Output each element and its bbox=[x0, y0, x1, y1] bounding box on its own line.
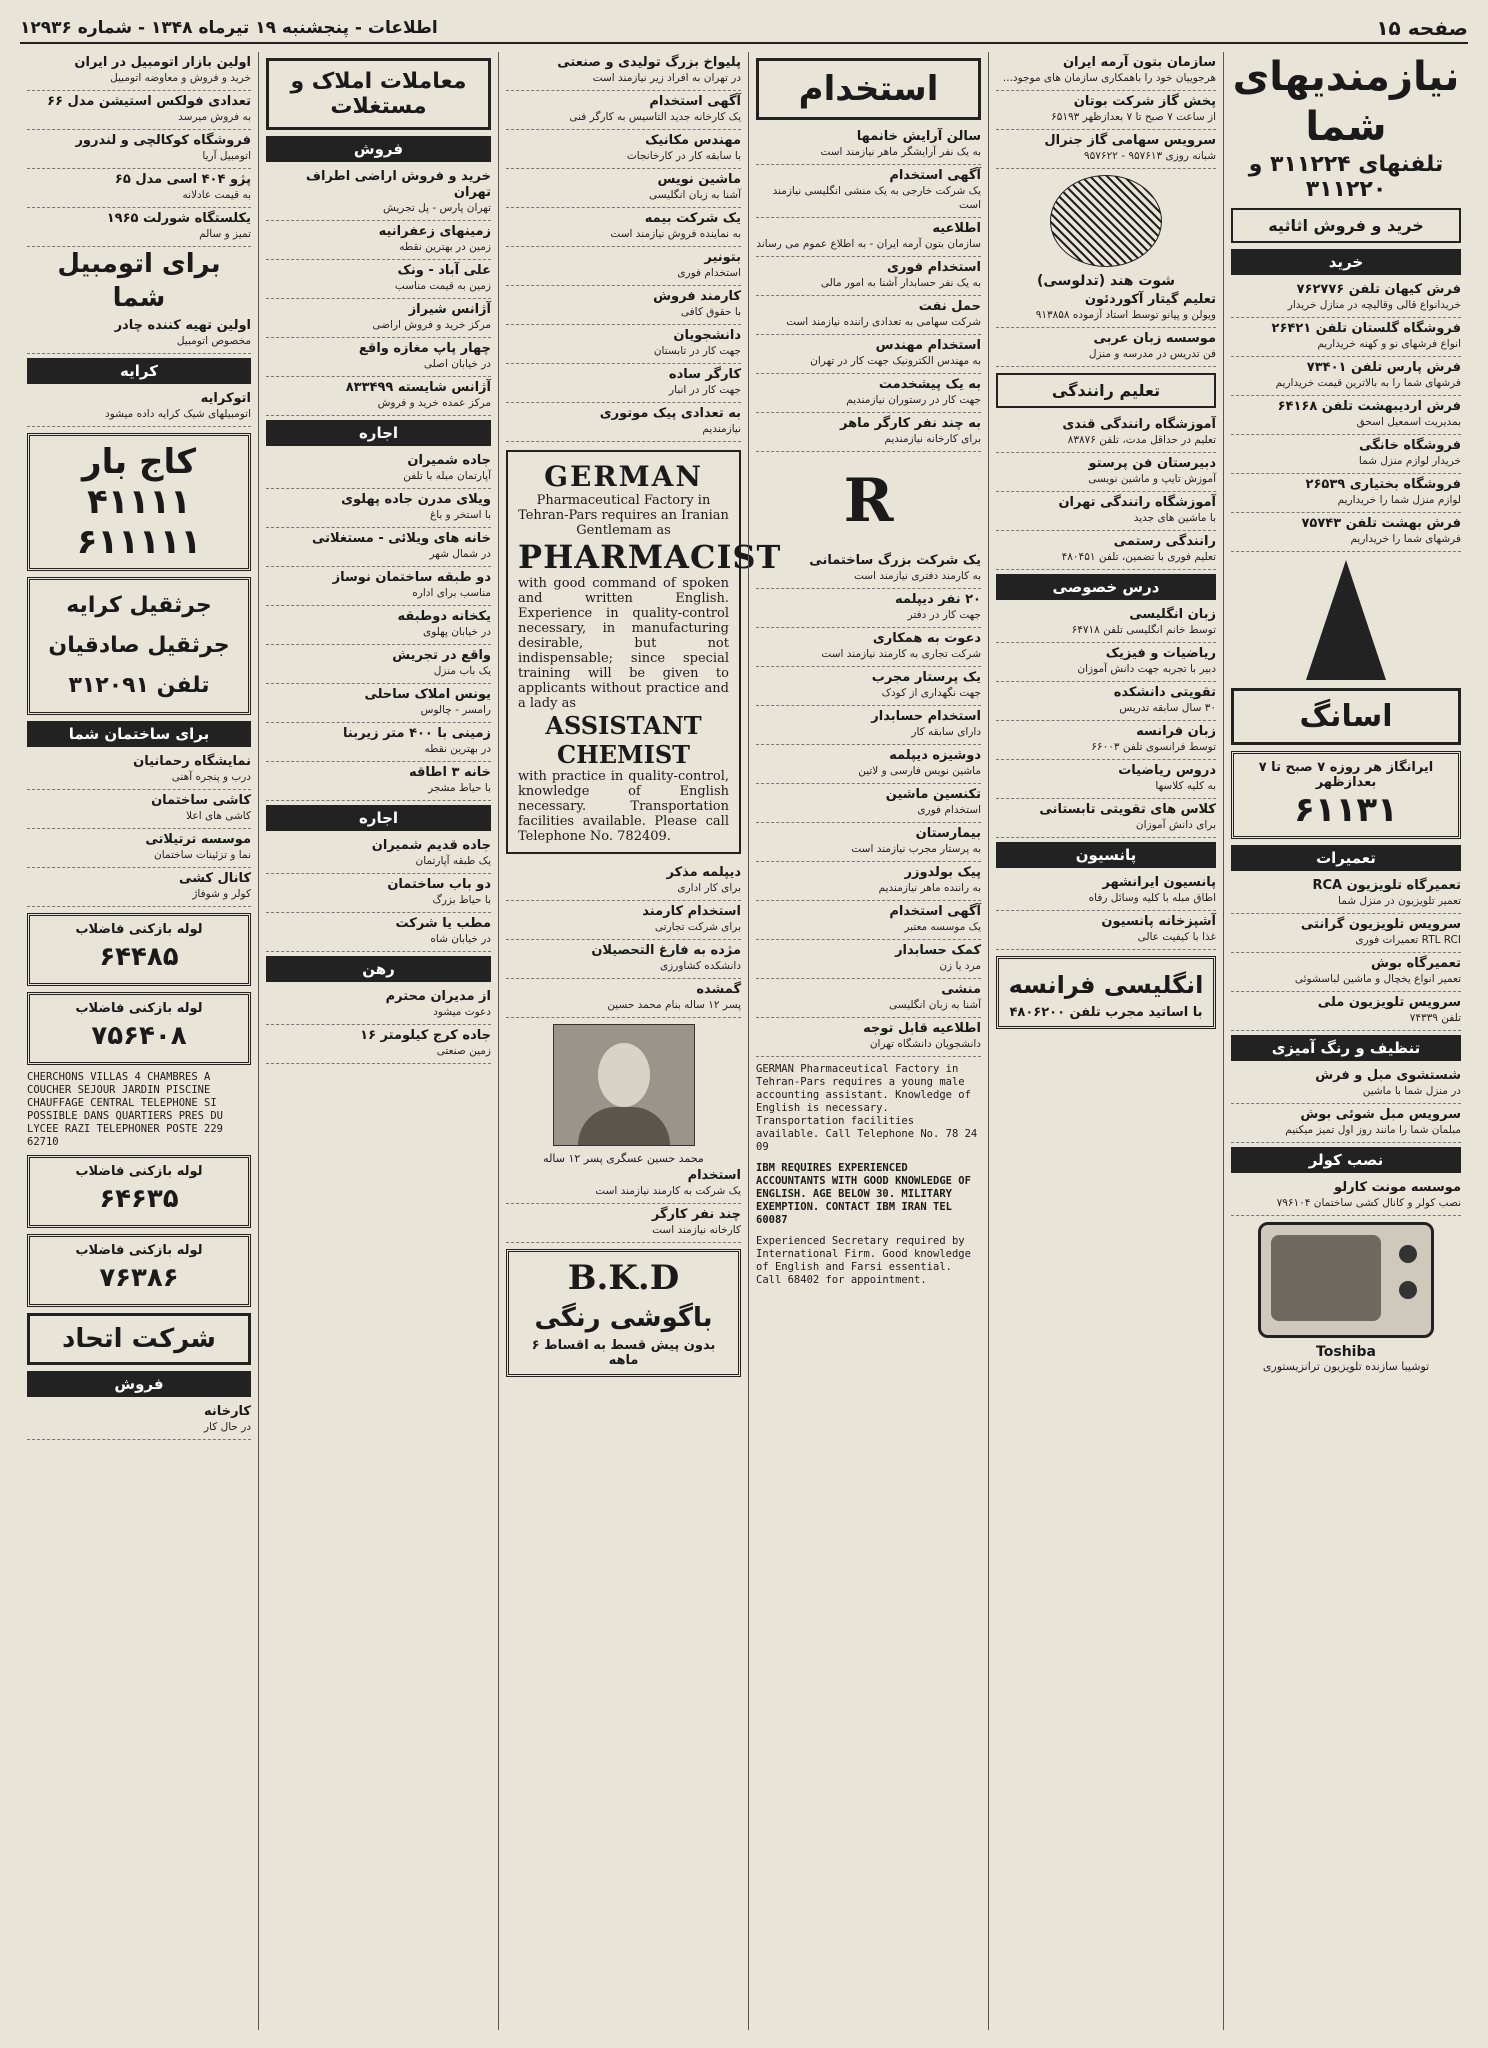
list-item: کارمند فروش با حقوق کافی bbox=[506, 286, 741, 325]
section-buy: خرید bbox=[1231, 249, 1461, 275]
list-item: یک پرستار مجرب جهت نگهداری از کودک bbox=[756, 667, 981, 706]
shoot-title: شوت هند (تدلوسی) bbox=[1037, 273, 1175, 289]
list-item: خرید و فروش اراضی اطراف تهران تهران پارس - پل تجریش bbox=[266, 166, 491, 221]
section-pension: پانسیون bbox=[996, 842, 1216, 868]
list-item: تعمیرگاه بوش تعمیر انواع یخچال و ماشین لباسشوئی bbox=[1231, 953, 1461, 992]
list-item: نمایشگاه رحمانیان درب و پنجره آهنی bbox=[27, 751, 251, 790]
list-item: به چند نفر کارگر ماهر برای کارخانه نیازمندیم bbox=[756, 413, 981, 452]
list-item: پژو ۴۰۴ اسی مدل ۶۵ به قیمت عادلانه bbox=[27, 169, 251, 208]
list-item: جاده قدیم شمیران یک طبقه آپارتمان bbox=[266, 835, 491, 874]
tv-brand: Toshiba bbox=[1316, 1344, 1376, 1360]
pipe-ad: لوله بازکنی فاضلاب ۷۶۳۸۶ bbox=[27, 1234, 251, 1307]
ittehad-logo: شرکت اتحاد bbox=[27, 1313, 251, 1365]
list-item: فروشگاه گلستان تلفن ۲۶۴۲۱ انواع فرشهای نو و کهنه خریداریم bbox=[1231, 318, 1461, 357]
list-item: دو باب ساختمان با حیاط بزرگ bbox=[266, 874, 491, 913]
list-item: پخش گاز شرکت بوتان از ساعت ۷ صبح تا ۷ بعدازظهر ۶۵۱۹۳ bbox=[996, 91, 1216, 130]
section-cleaning: تنظیف و رنگ آمیزی bbox=[1231, 1035, 1461, 1061]
column-2 bbox=[988, 52, 1223, 2030]
real-estate-banner: معاملات املاک و مستغلات bbox=[266, 58, 491, 130]
column-3 bbox=[748, 52, 988, 2030]
paper-info: اطلاعات - پنجشنبه ۱۹ تیرماه ۱۳۴۸ - شماره ۱۲۹۳۶ bbox=[20, 18, 438, 38]
column-5 bbox=[258, 52, 498, 2030]
list-item: سرویس مبل شوئی بوش مبلمان شما را مانند روز اول تمیز میکنیم bbox=[1231, 1104, 1461, 1143]
list-item: آگهی استخدام یک موسسه معتبر bbox=[756, 901, 981, 940]
list-item: دو طبقه ساختمان نوساز مناسب برای اداره bbox=[266, 567, 491, 606]
list-item: دیپلمه مذکر برای کار اداری bbox=[506, 862, 741, 901]
list-item: استخدام کارمند برای شرکت تجارتی bbox=[506, 901, 741, 940]
list-item: آموزشگاه رانندگی تهران با ماشین های جدید bbox=[996, 492, 1216, 531]
list-item: دروس ریاضیات به کلیه کلاسها bbox=[996, 760, 1216, 799]
list-item: اولین بازار اتومبیل در ایران خرید و فروش و معاوضه اتومبیل bbox=[27, 52, 251, 91]
list-item: رانندگی رستمی تعلیم فوری با تضمین، تلفن ۴۸۰۴۵۱ bbox=[996, 531, 1216, 570]
list-item: دبیرستان فن پرستو آموزش تایپ و ماشین نویسی bbox=[996, 453, 1216, 492]
list-item: آشپزخانه پانسیون غذا با کیفیت عالی bbox=[996, 911, 1216, 950]
list-item: فرش کیهان تلفن ۷۶۲۷۷۶ خریدانواع قالی وقالیچه در منازل خریدار bbox=[1231, 279, 1461, 318]
list-item: اطلاعیه قابل توجه دانشجویان دانشگاه تهران bbox=[756, 1018, 981, 1057]
list-item: زبان انگلیسی توسط خانم انگلیسی تلفن ۶۴۷۱۸ bbox=[996, 604, 1216, 643]
missing-child-photo bbox=[553, 1024, 695, 1146]
english-class-ad: انگلیسی فرانسه با اساتید مجرب تلفن ۴۸۰۶۲۰۰ bbox=[996, 956, 1216, 1029]
list-item: زمینهای زعفرانیه زمین در بهترین نقطه bbox=[266, 221, 491, 260]
list-item: مطب یا شرکت در خیابان شاه bbox=[266, 913, 491, 952]
list-item: زمینی با ۴۰۰ متر زیربنا در بهترین نقطه bbox=[266, 723, 491, 762]
list-item: موسسه مونت کارلو نصب کولر و کانال کشی ساختمان ۷۹۶۱۰۴ bbox=[1231, 1177, 1461, 1216]
list-item: دوشیزه دیپلمه ماشین نویس فارسی و لاتین bbox=[756, 745, 981, 784]
crane-ad: جرثقیل کرایه جرثقیل صادقیان تلفن ۳۱۲۰۹۱ bbox=[27, 577, 251, 715]
pipe-ad: لوله بازکنی فاضلاب ۶۴۴۸۵ bbox=[27, 913, 251, 986]
list-item: تکنسین ماشین استخدام فوری bbox=[756, 784, 981, 823]
r-logo: R bbox=[843, 466, 894, 536]
list-item: اتوکرایه اتومبیلهای شیک کرایه داده میشود bbox=[27, 388, 251, 427]
list-item: استخدام مهندس به مهندس الکترونیک جهت کار در تهران bbox=[756, 335, 981, 374]
list-item: موسسه ترتیلاتی نما و تزئینات ساختمان bbox=[27, 829, 251, 868]
section-rent-2: اجاره bbox=[266, 805, 491, 831]
page-number: صفحه ۱۵ bbox=[1376, 16, 1468, 40]
irangas-ad: ایرانگاز هر روزه ۷ صبح تا ۷ بعدازظهر ۶۱۱۳۱ bbox=[1231, 751, 1461, 839]
german-pharmacist-ad: GERMAN Pharmaceutical Factory in Tehran-Pars requires an Iranian Gentlemam as PHARMACIST with good command of spoken and written English. Experience in quality-control necessary, in manufacturing desirable, but not indispensable; since special training will be given to applicants without practice and a lady as ASSISTANT CHEMIST with practice in quality-control, knowledge of English necessary. Transportation facilities available. Please call Telephone No. 782409. bbox=[506, 450, 741, 854]
kaj-bar-ad: کاج بار ۴۱۱۱۱ ۶۱۱۱۱۱ bbox=[27, 433, 251, 571]
list-item: مژده به فارغ التحصیلان دانشکده کشاورزی bbox=[506, 940, 741, 979]
list-item: آگهی استخدام یک کارخانه جدید التاسیس به کارگر فنی bbox=[506, 91, 741, 130]
section-mortgage: رهن bbox=[266, 956, 491, 982]
list-item: کارخانه در حال کار bbox=[27, 1401, 251, 1440]
pipe-ad: لوله بازکنی فاضلاب ۷۵۶۴۰۸ bbox=[27, 992, 251, 1065]
list-item: موسسه زبان عربی فن تدریس در مدرسه و منزل bbox=[996, 328, 1216, 367]
list-item: آژانس شایسته ۸۳۳۴۹۹ مرکز عمده خرید و فروش bbox=[266, 377, 491, 416]
list-item: استخدام یک شرکت به کارمند نیازمند است bbox=[506, 1165, 741, 1204]
list-item: یکخانه دوطبقه در خیابان پهلوی bbox=[266, 606, 491, 645]
list-item: واقع در تجریش یک باب منزل bbox=[266, 645, 491, 684]
list-item: بتونیر استخدام فوری bbox=[506, 247, 741, 286]
list-item: زبان فرانسه توسط فرانسوی تلفن ۶۶۰۰۳ bbox=[996, 721, 1216, 760]
list-item: جاده شمیران آپارتمان مبله با تلفن bbox=[266, 450, 491, 489]
list-item: فروشگاه خانگی خریدار لوازم منزل شما bbox=[1231, 435, 1461, 474]
list-item: منشی آشنا به زبان انگلیسی bbox=[756, 979, 981, 1018]
german-small-ad: GERMAN Pharmaceutical Factory in Tehran-Pars requires a young male accounting assistant. Knowledge of English is necessary. Transportation facilities available. Call Telephone No. 78 24 09 bbox=[756, 1063, 978, 1153]
list-item: اولین تهیه کننده چادر مخصوص اتومبیل bbox=[27, 315, 251, 354]
list-item: ویلای مدرن جاده پهلوی با استخر و باغ bbox=[266, 489, 491, 528]
french-ad: CHERCHONS VILLAS 4 CHAMBRES A COUCHER SEJOUR JARDIN PISCINE CHAUFFAGE CENTRAL TELEPHONE SI POSSIBLE DANS QUARTIERS PRES DU LYCEE RAZI TELEPHONER POSTE 229 62710 bbox=[27, 1071, 223, 1148]
list-item: کلاس های تقویتی تابستانی برای دانش آموزان bbox=[996, 799, 1216, 838]
list-item: پانسیون ایرانشهر اطاق مبله با کلیه وسائل رفاه bbox=[996, 872, 1216, 911]
list-item: سازمان بتون آرمه ایران هرجوییان خود را باهمکاری سازمان های موجود... bbox=[996, 52, 1216, 91]
list-item: تعلیم گیتار آکوردئون ویولن و پیانو توسط استاد آزموده ۹۱۳۸۵۸ bbox=[996, 289, 1216, 328]
list-item: دعوت به همکاری شرکت تجاری به کارمند نیازمند است bbox=[756, 628, 981, 667]
brand-logo-icon bbox=[1306, 560, 1386, 680]
column-6 bbox=[20, 52, 258, 2030]
list-item: جاده کرج کیلومتر ۱۶ زمین صنعتی bbox=[266, 1025, 491, 1064]
list-item: گمشده پسر ۱۲ ساله بنام محمد حسین bbox=[506, 979, 741, 1018]
list-item: دانشجویان جهت کار در تابستان bbox=[506, 325, 741, 364]
columns bbox=[20, 52, 1468, 2030]
list-item: بیمارستان به پرستار مجرب نیازمند است bbox=[756, 823, 981, 862]
list-item: مهندس مکانیک با سابقه کار در کارخانجات bbox=[506, 130, 741, 169]
list-item: چند نفر کارگر کارخانه نیازمند است bbox=[506, 1204, 741, 1243]
list-item: فرش پارس تلفن ۷۳۴۰۱ فرشهای شما را به بالاترین قیمت خریداریم bbox=[1231, 357, 1461, 396]
section-car-rental: کرایه bbox=[27, 358, 251, 384]
list-item: آژانس شیراز مرکز خرید و فروش اراضی bbox=[266, 299, 491, 338]
list-item: تقویتی دانشکده ۳۰ سال سابقه تدریس bbox=[996, 682, 1216, 721]
list-item: ریاضیات و فیزیک دبیر با تجربه جهت دانش آموزان bbox=[996, 643, 1216, 682]
column-4 bbox=[498, 52, 782, 2030]
page-header bbox=[20, 14, 1468, 44]
list-item: آگهی استخدام یک شرکت خارجی به یک منشی انگلیسی نیازمند است bbox=[756, 165, 981, 218]
section-furniture: خرید و فروش اثاثیه bbox=[1231, 208, 1461, 243]
section-private-lessons: درس خصوصی bbox=[996, 574, 1216, 600]
list-item: شستشوی مبل و فرش در منزل شما با ماشین bbox=[1231, 1065, 1461, 1104]
section-rent: اجاره bbox=[266, 420, 491, 446]
list-item: سرویس تلویزیون گرانتی RTL RCI تعمیرات فوری bbox=[1231, 914, 1461, 953]
list-item: فرش اردیبهشت تلفن ۶۴۱۶۸ بمدیریت اسمعیل اسحق bbox=[1231, 396, 1461, 435]
list-item: تعدادی فولکس استیشن مدل ۶۶ به فروش میرسد bbox=[27, 91, 251, 130]
globe-icon bbox=[1050, 175, 1162, 267]
list-item: یونس املاک ساحلی رامسر - چالوس bbox=[266, 684, 491, 723]
list-item: کمک حسابدار مرد یا زن bbox=[756, 940, 981, 979]
list-item: سرویس سهامی گاز جنرال شبانه روزی ۹۵۷۶۱۳ - ۹۵۷۶۲۲ bbox=[996, 130, 1216, 169]
classified-phones: تلفنهای ۳۱۱۲۲۴ و ۳۱۱۲۲۰ bbox=[1248, 152, 1444, 202]
list-item: سرویس تلویزیون ملی تلفن ۷۴۳۳۹ bbox=[1231, 992, 1461, 1031]
list-item: یک شرکت بیمه به نماینده فروش نیازمند است bbox=[506, 208, 741, 247]
list-item: کاشی ساختمان کاشی های اعلا bbox=[27, 790, 251, 829]
brand-logo-text: اسانگ bbox=[1231, 688, 1461, 745]
column-1 bbox=[1223, 52, 1468, 2030]
section-cooler: نصب کولر bbox=[1231, 1147, 1461, 1173]
classified-title: نیازمندیهای شما bbox=[1232, 54, 1460, 150]
list-item: از مدیران محترم دعوت میشود bbox=[266, 986, 491, 1025]
list-item: به یک پیشخدمت جهت کار در رستوران نیازمندیم bbox=[756, 374, 981, 413]
section-driving: تعلیم رانندگی bbox=[996, 373, 1216, 408]
secretary-ad: Experienced Secretary required by International Firm. Good knowledge of English and Farsi essential. Call 68402 for appointment. bbox=[756, 1235, 971, 1286]
list-item: پلیواخ بزرگ تولیدی و صنعتی در تهران به افراد زیر نیازمند است bbox=[506, 52, 741, 91]
list-item: سالن آرایش خانمها به یک نفر آرایشگر ماهر نیازمند است bbox=[756, 126, 981, 165]
list-item: به تعدادی پیک موتوری نیازمندیم bbox=[506, 403, 741, 442]
list-item: فروشگاه کوکالچی و لندرور اتومبیل آریا bbox=[27, 130, 251, 169]
employment-banner: استخدام bbox=[756, 58, 981, 120]
list-item: آموزشگاه رانندگی قندی تعلیم در حداقل مدت، تلفن ۸۳۸۷۶ bbox=[996, 414, 1216, 453]
list-item: پیک بولدوزر به راننده ماهر نیازمندیم bbox=[756, 862, 981, 901]
section-sale: فروش bbox=[266, 136, 491, 162]
list-item: استخدام حسابدار دارای سابقه کار bbox=[756, 706, 981, 745]
list-item: یک شرکت بزرگ ساختمانی به کارمند دفتری نیازمند است bbox=[756, 550, 981, 589]
list-item: علی آباد - ونک زمین به قیمت مناسب bbox=[266, 260, 491, 299]
list-item: ماشین نویس آشنا به زبان انگلیسی bbox=[506, 169, 741, 208]
section-sale-2: فروش bbox=[27, 1371, 251, 1397]
list-item: اطلاعیه سازمان بتون آرمه ایران - به اطلاع عموم می رساند bbox=[756, 218, 981, 257]
bkd-ad: B.K.D باگوشی رنگی بدون پیش قسط به اقساط ۶ ماهه bbox=[506, 1249, 741, 1377]
list-item: حمل نفت شرکت سهامی به تعدادی راننده نیازمند است bbox=[756, 296, 981, 335]
photo-caption: محمد حسین عسگری پسر ۱۲ ساله bbox=[543, 1152, 704, 1165]
tv-caption: توشیبا سازنده تلویزیون ترانزیستوری bbox=[1262, 1360, 1430, 1373]
list-item: یکلستگاه شورلت ۱۹۶۵ تمیز و سالم bbox=[27, 208, 251, 247]
list-item: چهار پاپ مغازه واقع در خیابان اصلی bbox=[266, 338, 491, 377]
list-item: فرش بهشت تلفن ۷۵۷۴۳ فرشهای شما را خریداریم bbox=[1231, 513, 1461, 552]
col1-ads bbox=[1231, 279, 1461, 552]
ibm-ad: IBM REQUIRES EXPERIENCED ACCOUNTANTS WITH GOOD KNOWLEDGE OF ENGLISH. AGE BELOW 30. MILITARY EXEMPTION. CONTACT IBM IRAN TEL 60087 bbox=[756, 1162, 971, 1226]
section-construction: برای ساختمان شما bbox=[27, 721, 251, 747]
list-item: خانه های ویلائی - مستغلاتی در شمال شهر bbox=[266, 528, 491, 567]
list-item: ۲۰ نفر دیپلمه جهت کار در دفتر bbox=[756, 589, 981, 628]
list-item: خانه ۳ اطاقه با حیاط مشجر bbox=[266, 762, 491, 801]
list-item: کارگر ساده جهت کار در انبار bbox=[506, 364, 741, 403]
list-item: استخدام فوری به یک نفر حسابدار آشنا به امور مالی bbox=[756, 257, 981, 296]
tv-icon bbox=[1258, 1222, 1434, 1338]
pipe-ad: لوله بازکنی فاضلاب ۶۴۶۳۵ bbox=[27, 1155, 251, 1228]
list-item: کانال کشی کولر و شوفاژ bbox=[27, 868, 251, 907]
list-item: فروشگاه بختیاری ۲۶۵۳۹ لوازم منزل شما را خریداریم bbox=[1231, 474, 1461, 513]
car-section-title: برای اتومبیل شما bbox=[57, 249, 221, 313]
section-repairs: تعمیرات bbox=[1231, 845, 1461, 871]
list-item: تعمیرگاه تلویزیون RCA تعمیر تلویزیون در منزل شما bbox=[1231, 875, 1461, 914]
